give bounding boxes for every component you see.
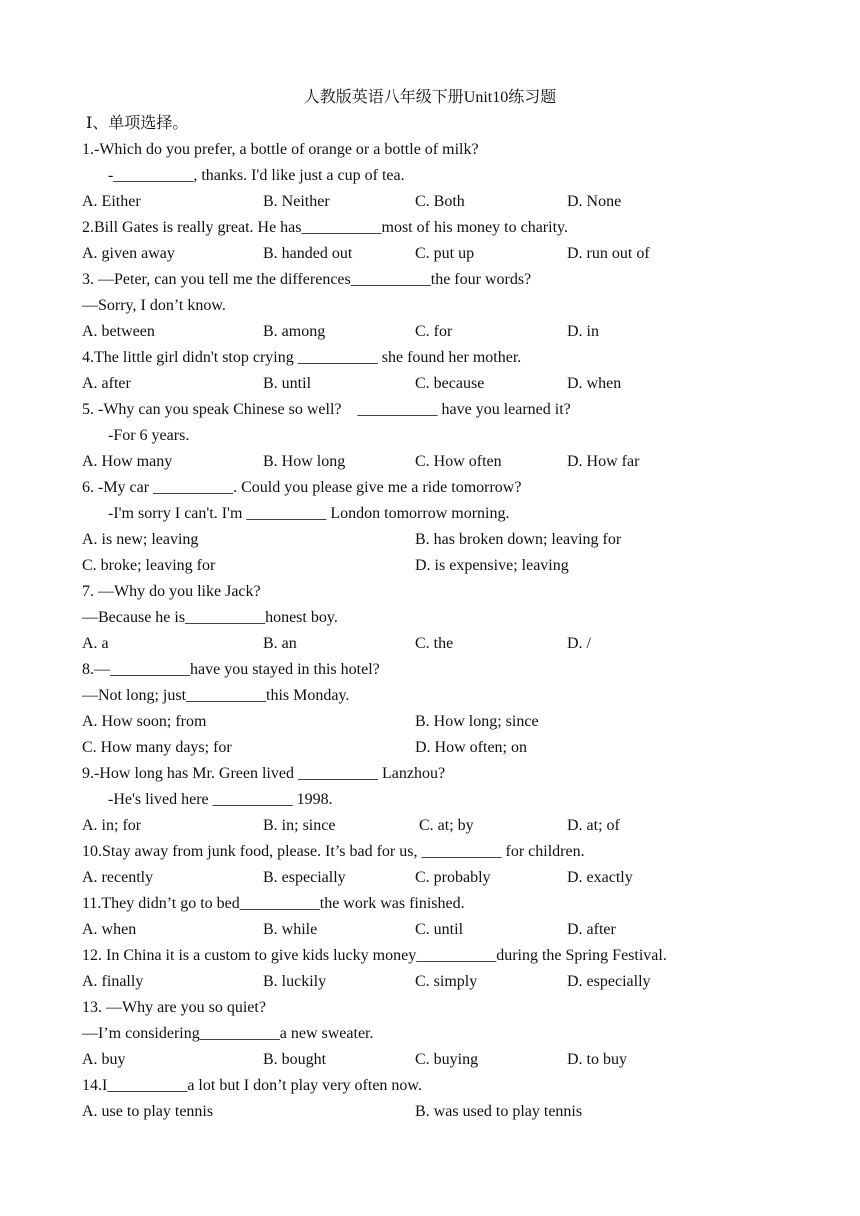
option-d: D. at; of <box>567 817 620 834</box>
option-c: C. How often <box>415 453 502 470</box>
question-stem: 2.Bill Gates is really great. He has__________most of his money to charity. <box>82 219 568 236</box>
option-c: C. simply <box>415 973 478 990</box>
question-stem: 10.Stay away from junk food, please. It’s bad for us, __________ for children. <box>82 843 585 860</box>
option-b: B. until <box>263 375 312 392</box>
option-a: A. finally <box>82 973 144 990</box>
option-c: C. Both <box>415 193 465 210</box>
option-c: C. for <box>415 323 453 340</box>
option-a: A. when <box>82 921 137 938</box>
option-b: B. was used to play tennis <box>415 1103 583 1120</box>
option-a: A. between <box>82 323 155 340</box>
option-d: D. / <box>567 635 591 652</box>
option-d: D. when <box>567 375 622 392</box>
question-stem: 5. -Why can you speak Chinese so well? __________ have you learned it? <box>82 401 571 418</box>
option-b: B. How long; since <box>415 713 539 730</box>
question-stem: —I’m considering__________a new sweater. <box>82 1025 374 1042</box>
option-a: A. How many <box>82 453 173 470</box>
option-a: A. given away <box>82 245 175 262</box>
question-stem: 11.They didn’t go to bed__________the work was finished. <box>82 895 465 912</box>
option-a: A. How soon; from <box>82 713 207 730</box>
option-d: D. after <box>567 921 616 938</box>
question-stem: —Not long; just__________this Monday. <box>82 687 350 704</box>
option-d: D. exactly <box>567 869 633 886</box>
option-d: D. run out of <box>567 245 650 262</box>
option-b: B. has broken down; leaving for <box>415 531 622 548</box>
option-d: D. How often; on <box>415 739 527 756</box>
option-b: B. How long <box>263 453 346 470</box>
option-b: B. in; since <box>263 817 336 834</box>
option-b: B. handed out <box>263 245 353 262</box>
question-stem: 13. —Why are you so quiet? <box>82 999 266 1016</box>
option-d: D. None <box>567 193 622 210</box>
option-d: D. in <box>567 323 599 340</box>
option-b: B. among <box>263 323 326 340</box>
option-d: D. to buy <box>567 1051 627 1068</box>
question-stem: 4.The little girl didn't stop crying __________ she found her mother. <box>82 349 522 366</box>
option-a: A. recently <box>82 869 154 886</box>
option-c: C. until <box>415 921 464 938</box>
question-stem: 7. —Why do you like Jack? <box>82 583 261 600</box>
option-d: D. is expensive; leaving <box>415 557 569 574</box>
option-a: A. a <box>82 635 109 652</box>
question-stem: 12. In China it is a custom to give kids lucky money__________during the Spring Festival. <box>82 947 667 964</box>
option-d: D. especially <box>567 973 651 990</box>
question-stem: -For 6 years. <box>108 427 190 444</box>
option-b: B. Neither <box>263 193 330 210</box>
option-a: A. is new; leaving <box>82 531 199 548</box>
question-stem: 3. —Peter, can you tell me the differences__________the four words? <box>82 271 532 288</box>
option-c: C. put up <box>415 245 475 262</box>
option-b: B. especially <box>263 869 346 886</box>
option-b: B. bought <box>263 1051 327 1068</box>
question-stem: -He's lived here __________ 1998. <box>108 791 333 808</box>
question-stem: 9.-How long has Mr. Green lived __________ Lanzhou? <box>82 765 446 782</box>
question-stem: 8.—__________have you stayed in this hotel? <box>82 661 380 678</box>
question-stem: —Because he is__________honest boy. <box>82 609 338 626</box>
question-stem: 1.-Which do you prefer, a bottle of orange or a bottle of milk? <box>82 141 479 158</box>
option-c: C. at; by <box>419 817 474 834</box>
option-a: A. in; for <box>82 817 142 834</box>
question-stem: -I'm sorry I can't. I'm __________ London tomorrow morning. <box>108 505 510 522</box>
option-c: C. How many days; for <box>82 739 232 756</box>
option-a: A. use to play tennis <box>82 1103 214 1120</box>
option-d: D. How far <box>567 453 640 470</box>
option-b: B. an <box>263 635 297 652</box>
page-title: 人教版英语八年级下册Unit10练习题 <box>303 89 557 106</box>
option-a: A. Either <box>82 193 141 210</box>
option-a: A. buy <box>82 1051 126 1068</box>
question-stem: 14.I__________a lot but I don’t play very often now. <box>82 1077 422 1094</box>
option-c: C. probably <box>415 869 491 886</box>
option-b: B. luckily <box>263 973 327 990</box>
option-c: C. because <box>415 375 485 392</box>
option-c: C. broke; leaving for <box>82 557 216 574</box>
option-c: C. buying <box>415 1051 479 1068</box>
question-stem: -__________, thanks. I'd like just a cup of tea. <box>108 167 405 184</box>
question-stem: 6. -My car __________. Could you please give me a ride tomorrow? <box>82 479 522 496</box>
option-c: C. the <box>415 635 454 652</box>
question-stem: —Sorry, I don’t know. <box>82 297 226 314</box>
option-a: A. after <box>82 375 131 392</box>
section-heading: Ⅰ、单项选择。 <box>86 115 189 132</box>
option-b: B. while <box>263 921 318 938</box>
